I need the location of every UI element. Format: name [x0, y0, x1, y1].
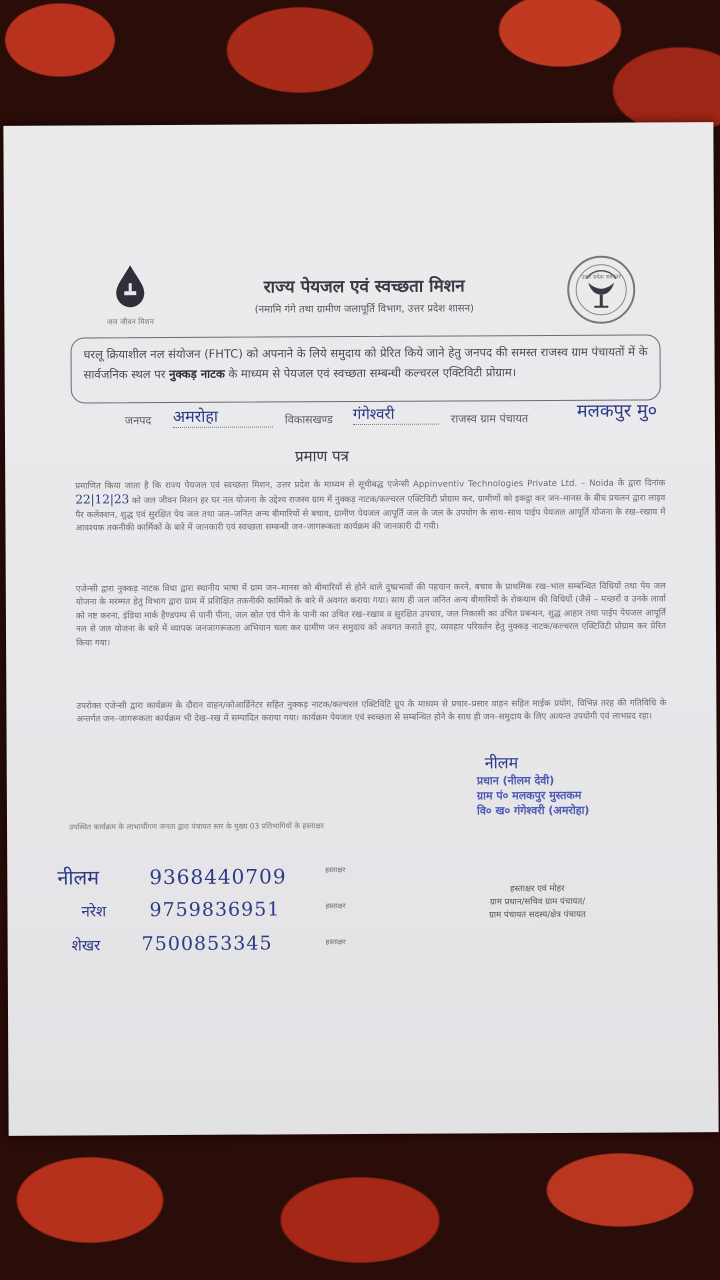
signature-line-2: ग्राम प्रधान/सचिव ग्राम पंचायत/ [489, 896, 586, 908]
signature-line-1: हस्ताक्षर एवं मोहर [510, 883, 565, 895]
pradhan-signature: नीलम [484, 753, 519, 773]
witness-list [57, 862, 378, 968]
witness-phone: 9759836951 [149, 898, 281, 922]
witness-phone: 9368440709 [149, 864, 287, 890]
label-gram-panchayat: राजस्व ग्राम पंचायत [450, 412, 529, 426]
certificate-sheet [3, 122, 718, 1136]
stamp-line-3: वि० ख० गंगेश्वरी (अमरोहा) [476, 803, 590, 818]
signature-line-3: ग्राम पंचायत सदस्य/क्षेत्र पंचायत [489, 909, 586, 921]
witness-name: शेखर [71, 936, 101, 955]
logo-right-caption: उत्तर प्रदेश सरकार [581, 273, 621, 281]
document-title: राज्य पेयजल एवं स्वच्छता मिशन [263, 276, 465, 298]
paragraph-1 [75, 477, 665, 536]
witness-phone: 7500853345 [141, 932, 273, 956]
value-gram-panchayat: मलकपुर मु० [576, 400, 658, 422]
logo-left-caption: जल जीवन मिशन [106, 317, 154, 327]
up-govt-emblem [564, 253, 638, 327]
para1-a: प्रमाणित किया जाता है कि राज्य पेयजल एवं स्वच्छता मिशन, उत्तर प्रदेश के माध्यम से सूचीबद्ध एजेन्सी Appinventiv Technologies Private Ltd. – Noida के द्वारा दिनांक [75, 478, 666, 492]
banner-bold: नुक्कड़ नाटक [169, 366, 225, 382]
document-subtitle: (नमामि गंगे तथा ग्रामीण जलापूर्ति विभाग, उत्तर प्रदेश शासन) [254, 303, 474, 316]
signature-block [437, 883, 637, 923]
value-janpad: अमरोहा [173, 404, 273, 428]
paragraph-3: उपरोक्त एजेन्सी द्वारा कार्यक्रम के दौरान वाहन/कोआर्डिनेटर सहित नुक्कड़ नाटक/कल्चरल एक्टिविटि ग्रुप के माध्यम से प्रचार–प्रसार वाहन सहित माईक प्रयोग, विभिन्न तरह की गतिविधि के अन्तर्गत जन–जागरूकता कार्यक्रम भी देख–रख में सम्पादित कराया गया। कार्यक्रम पेयजल एवं स्वच्छता से सम्बन्धित होने के साथ ही जन–समुदाय के लिए अत्यन्त उपयोगी एवं लाभप्रद रहा। [76, 698, 667, 725]
label-janpad: जनपद [124, 414, 152, 428]
witness-name: नीलम [57, 865, 100, 890]
witness-name: नरेश [81, 902, 107, 921]
stamp-line-2: ग्राम पं० मलकपुर मुस्तकम [476, 788, 582, 803]
witness-note: उपस्थित कार्यक्रम के लाभार्थीगण जनता द्वारा पंचायत स्तर के मुख्य 03 प्रतिभागियों के हस्ताक्षर [69, 821, 324, 832]
para1-b: को जल जीवन मिशन हर घर नल योजना के उद्देश्य राजस्व ग्राम में नुक्कड़ नाटक/कल्चरल एक्टिविटी प्रोग्राम कर, ग्रामीणों को इकट्ठा कर जन–मानस के बीच प्रचलन द्वारा लाइव पैर कलेक्शन, शुद्ध एवं सुरक्षित पेय जल तथा जल–जनित अन्य बीमारियों से बचाव, ग्रामीण पेयजल आपूर्ति जल के जल के उपयोग के साथ–साथ पाईप पेयजल आपूर्ति योजना के रख–रखाव में आवश्यक तकनीकी कार्मिकों के बारे में जानकारी एवं स्वच्छता सम्बन्धी जन–जागरूकता कार्यक्रम की जानकारी दी गयी। [75, 493, 666, 534]
paragraph-2: एजेन्सी द्वारा नुक्कड़ नाटक विधा द्वारा स्थानीय भाषा में ग्राम जन–मानस को बीमारियों से होने वाले दुष्प्रभावों की पहचान करने, बचाव के प्राथमिक रख–भाल सम्बन्धित विधियों तथा पेय जल योजना के मरम्मत हेतु विभाग द्वारा ग्राम में प्रशिक्षित तकनीकी कार्मिकों के बारे में अवगत कराया गया। साथ ही जल जनित अन्य बीमारियों के रोकथाम की विधियों (जैसे – मच्छरों व उनके लार्वा को नष्ट करना, इंडिया मार्क हैण्डपम्प से पानी पीना, जल स्रोत एवं पीने के पानी का उचित रख–रखाव व सुरक्षित उपचार, जल निकासी का उचित प्रबन्धन, शुद्ध आहार तथा पाईप पेयजल आपूर्ति नल से जल योजना के बारे में व्यापक जनजागरूकता अभियान चला कर ग्रामीण जन समुदाय को अवगत कराते हुए, व्यवहार परिवर्तन हेतु नुक्कड़ नाटक/कल्चरल एक्टिविटी प्रोग्राम कर प्रेरित किया गया। [75, 581, 667, 649]
program-banner [70, 334, 660, 403]
banner-text: घरलू क्रियाशील नल संयोजन (FHTC) को अपनाने के लिये समुदाय को प्रेरित किये जाने हेतु जनपद की समस्त राजस्व ग्राम पंचायतों में के सार्वजनिक स्थल पर [83, 344, 648, 382]
jal-jeevan-logo [102, 261, 158, 327]
program-date: 22|12|23 [75, 492, 130, 507]
pradhan-stamp [477, 773, 590, 819]
sign-label-2: हस्ताक्षर [325, 902, 346, 911]
certificate-heading: प्रमाण पत्र [295, 447, 349, 466]
banner-tail: के माध्यम से पेयजल एवं स्वच्छता सम्बन्धी कल्चरल एक्टिविटी प्रोग्राम। [228, 365, 517, 381]
label-vikaskhand: विकासखण्ड [284, 413, 333, 427]
stamp-line-1: प्रधान (नीलम देवी) [476, 773, 555, 788]
sign-label-3: हस्ताक्षर [325, 938, 346, 947]
value-vikaskhand: गंगेश्वरी [353, 404, 439, 425]
sign-label-1: हस्ताक्षर [325, 866, 346, 875]
